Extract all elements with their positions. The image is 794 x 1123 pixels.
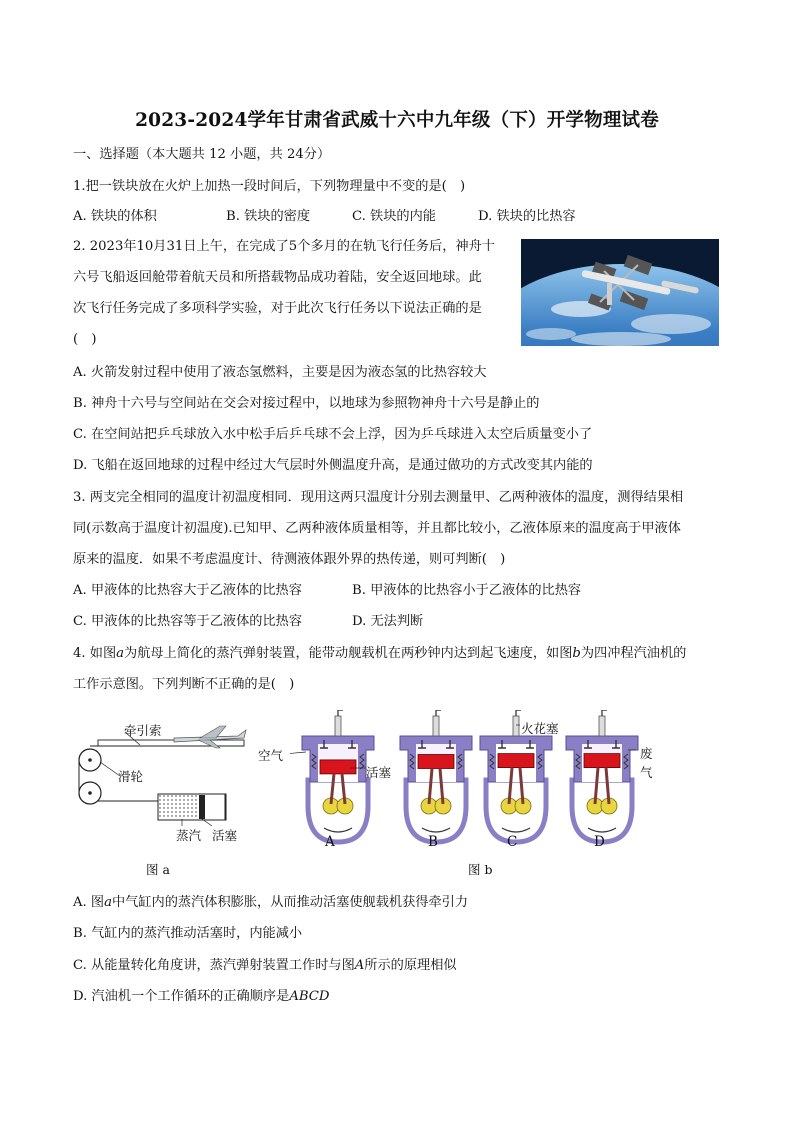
section-heading: 一、选择题（本大题共 12 小题，共 24分）	[73, 147, 331, 162]
q4-option-c[interactable]	[73, 957, 457, 975]
q4-option-d-text: D. 汽油机一个工作循环的正确顺序是	[73, 989, 290, 1004]
label-exhaust-2: 气	[640, 765, 653, 780]
q4-option-a-ref: a	[104, 895, 112, 910]
q3-option-a[interactable]: A. 甲液体的比热容大于乙液体的比热容	[73, 583, 302, 598]
engine-b-piston	[418, 755, 454, 769]
q4-option-d[interactable]	[73, 988, 329, 1006]
engine-label-b: B	[428, 834, 438, 850]
label-piston-b: 活塞	[366, 765, 392, 780]
question-3-line-3: 原来的温度．如果不考虑温度计、待测液体跟外界的热传递，则可判断( )	[73, 552, 506, 567]
label-air: 空气	[258, 748, 284, 763]
q1-option-d[interactable]: D. 铁块的比热容	[478, 209, 576, 224]
engine-label-a: A	[325, 834, 335, 850]
engine-d-spark-plug	[599, 716, 605, 736]
label-spark-plug: 火花塞	[521, 721, 559, 736]
q4-text: 4. 如图	[73, 646, 117, 661]
engine-d-piston	[584, 754, 620, 768]
q1-option-a[interactable]: A. 铁块的体积	[73, 209, 157, 224]
engine-b-spark-plug	[433, 716, 439, 736]
q4-option-c-ref: A	[354, 958, 365, 973]
q4-option-d-ref: ABCD	[289, 989, 330, 1004]
label-piston-a: 活塞	[212, 828, 238, 843]
question-4-line-2: 工作示意图。下列判断不正确的是( )	[73, 677, 295, 692]
label-pulley: 滑轮	[118, 769, 144, 784]
question-2-line-3: 次飞行任务完成了多项科学实验，对于此次飞行任务以下说法正确的是	[73, 301, 482, 316]
q2-option-a[interactable]: A. 火箭发射过程中使用了液态氢燃料，主要是因为液态氢的比热容较大	[73, 365, 487, 380]
q2-option-b[interactable]: B. 神舟十六号与空间站在交会对接过程中，以地球为参照物神舟十六号是静止的	[73, 396, 540, 411]
label-rope: 牵引索	[124, 723, 162, 738]
figure-a-caption: 图 a	[146, 862, 170, 877]
q2-option-c[interactable]: C. 在空间站把乒乓球放入水中松手后乒乓球不会上浮，因为乒乓球进入太空后质量变小了	[73, 427, 593, 442]
question-2-line-1: 2. 2023年10月31日上午，在完成了5个多月的在轨飞行任务后，神舟十	[73, 239, 495, 254]
q3-option-b[interactable]: B. 甲液体的比热容小于乙液体的比热容	[352, 583, 582, 598]
engine-c-spark-plug	[513, 716, 519, 736]
label-steam: 蒸汽	[176, 828, 202, 843]
question-3-line-2: 同(示数高于温度计初温度).已知甲、乙两种液体质量相等，并且都比较小，乙液体原来的温度高于甲液体	[73, 521, 681, 536]
engine-c-crankcase	[486, 780, 546, 842]
engine-d-crankcase	[572, 780, 632, 842]
q1-option-b[interactable]: B. 铁块的密度	[226, 209, 311, 224]
engine-label-d: D	[594, 834, 605, 850]
engine-a-piston	[320, 760, 356, 774]
engine-a-crankcase	[308, 780, 368, 842]
page-title: 2023-2024学年甘肃省武威十六中九年级（下）开学物理试卷	[135, 110, 659, 131]
q4-text: 为航母上简化的蒸汽弹射装置，能带动舰载机在两秒钟内达到起飞速度，如图	[124, 646, 573, 661]
q3-option-d[interactable]: D. 无法判断	[352, 614, 424, 629]
engine-label-c: C	[507, 834, 518, 850]
question-4-line-1	[73, 645, 686, 663]
question-2-line-4: ( )	[73, 332, 97, 347]
q4-option-c-text: C. 从能量转化角度讲，蒸汽弹射装置工作时与图	[73, 958, 355, 973]
q4-option-a-text: A. 图	[73, 895, 105, 910]
engine-c-piston	[498, 754, 534, 768]
figure-b-caption: 图 b	[468, 862, 493, 877]
question-2-line-2: 六号飞船返回舱带着航天员和所搭载物品成功着陆，安全返回地球。此	[73, 270, 482, 285]
q4-option-a-text: 中气缸内的蒸汽体积膨胀，从而推动活塞使舰载机获得牵引力	[111, 895, 469, 910]
q4-fig-ref-b: b	[572, 646, 581, 661]
space-station-photo	[521, 239, 719, 346]
label-exhaust-1: 废	[640, 746, 653, 761]
q3-option-c[interactable]: C. 甲液体的比热容等于乙液体的比热容	[73, 614, 303, 629]
q4-option-a[interactable]	[73, 894, 468, 912]
q1-option-c[interactable]: C. 铁块的内能	[352, 209, 436, 224]
q4-option-c-text: 所示的原理相似	[364, 958, 457, 973]
q2-option-d[interactable]: D. 飞船在返回地球的过程中经过大气层时外侧温度升高，是通过做功的方式改变其内能的	[73, 458, 593, 473]
engine-b-crankcase	[406, 780, 466, 842]
q4-fig-ref-a: a	[116, 646, 125, 661]
engine-a-spark-plug	[335, 716, 341, 736]
q4-text: 为四冲程汽油机的	[580, 646, 687, 661]
question-1-stem: 1.把一铁块放在火炉上加热一段时间后，下列物理量中不变的是( )	[73, 179, 466, 194]
q4-option-b[interactable]: B. 气缸内的蒸汽推动活塞时，内能减小	[73, 926, 303, 941]
question-3-line-1: 3. 两支完全相同的温度计初温度相同．现用这两只温度计分别去测量甲、乙两种液体的温度，测得结果相	[73, 490, 684, 505]
